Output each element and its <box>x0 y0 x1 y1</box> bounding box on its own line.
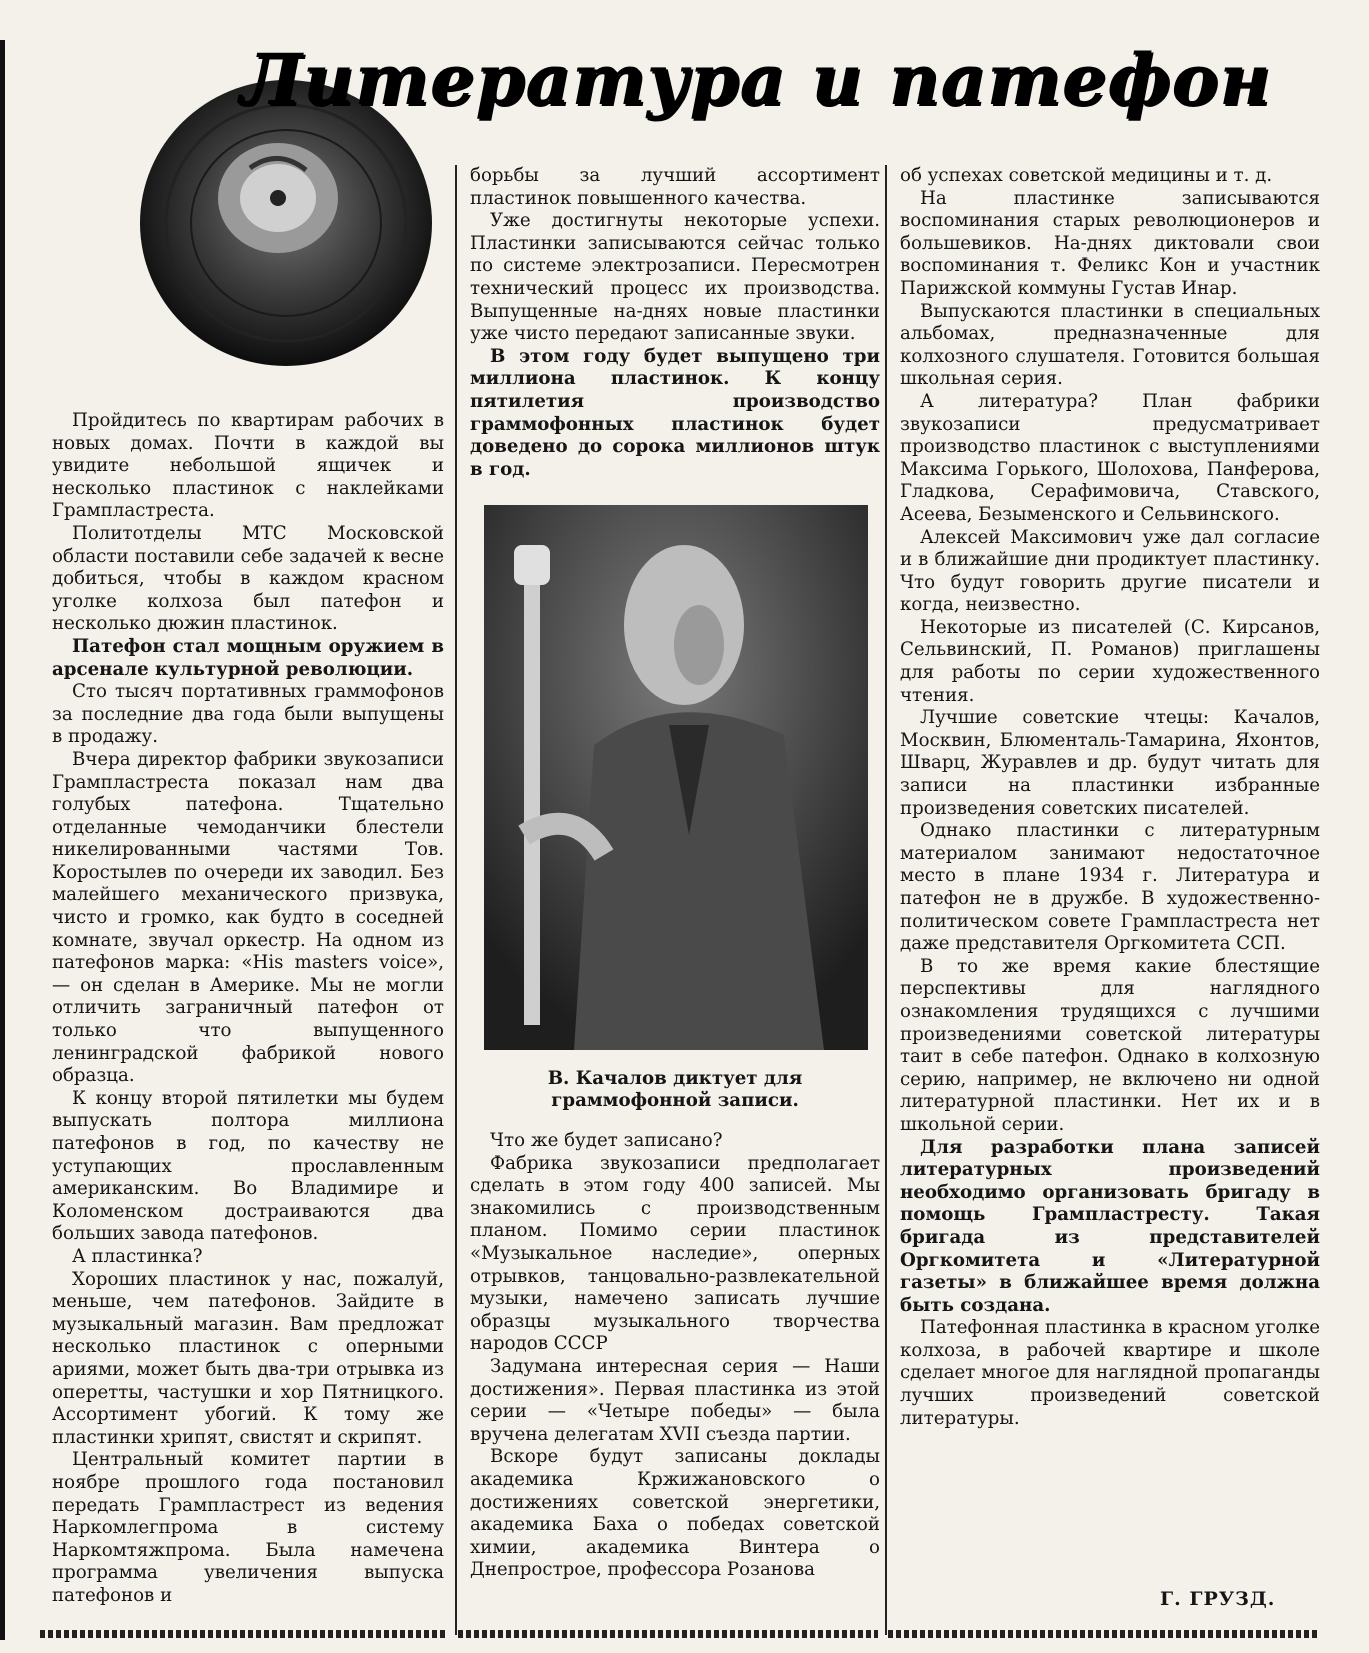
paragraph: Сто тысяч портативных граммофонов за последние два года были выпущены в продажу. <box>52 681 444 748</box>
paragraph: В то же время какие блестящие перспективы для наглядного ознакомления трудящихся с лучшими произведениями советской литературы таит в себе патефон. Однако в колхозную серию, например, не включено ни одной литературной пластинки. Нет их и в школьной серии. <box>900 955 1320 1135</box>
paragraph: К концу второй пятилетки мы будем выпускать полтора миллиона патефонов в год, по качеству не уступающих прославленным американским. Во Владимире и Коломенском достраиваются два больших завода патефонов. <box>52 1087 444 1245</box>
paragraph: Задумана интересная серия — Наши достижения». Первая пластинка из этой серии — «Четыре победы» — была вручена делегатам XVII съезда партии. <box>470 1355 880 1445</box>
bottom-dash-rule-2 <box>458 1630 878 1638</box>
paragraph: На пластинке записываются воспоминания старых революционеров и большевиков. На-днях диктовали свои воспоминания т. Феликс Кон и участник Парижской коммуны Густав Инар. <box>900 187 1320 299</box>
left-margin-rule <box>0 40 5 1640</box>
paragraph: В этом году будет выпущено три миллиона пластинок. К концу пятилетия производство граммофонных пластинок будет доведено до сорока миллионов штук в год. <box>470 345 880 480</box>
paragraph: А пластинка? <box>72 1245 203 1267</box>
paragraph: Лучшие советские чтецы: Качалов, Москвин, Блюменталь-Тамарина, Яхонтов, Шварц, Журавлев и др. будут читать для записи на пластинки избранные произведения советских писателей. <box>900 707 1320 819</box>
paragraph: Алексей Максимович уже дал согласие и в ближайшие дни продиктует пластинку. Что будут говорить другие писатели и когда, неизвестно. <box>900 526 1320 616</box>
paragraph: Пройдитесь по квартирам рабочих в новых домах. Почти в каждой вы увидите небольшой ящичек и несколько пластинок с наклейками Грампластреста. <box>52 410 444 522</box>
author-signature: Г. ГРУЗД. <box>1160 1588 1276 1610</box>
paragraph: Фабрика звукозаписи предполагает сделать в этом году 400 записей. Мы знакомились с производственным планом. Помимо серии пластинок «Музыкальное наследие», оперных отрывков, танцовально-развлекательной музыки, намечено записать лучшие образцы музыкального творчества народов СССР <box>470 1152 880 1355</box>
headline: Литература и патефон <box>240 38 1272 121</box>
paragraph: Однако пластинки с литературным материалом занимают недостаточное место в плане 1934 г. Литература и патефон не в дружбе. В художественно-политическом совете Грампластреста нет даже представителя Оргкомитета ССП. <box>900 820 1320 955</box>
paragraph: Вскоре будут записаны доклады академика Кржижановского о достижениях советской энергетики, академика Баха о победах советской химии, академика Винтера о Днепрострое, профессора Розанова <box>470 1446 880 1581</box>
article-column-2-top <box>470 165 880 481</box>
bottom-dash-rule-1 <box>40 1630 448 1638</box>
paragraph: Вчера директор фабрики звукозаписи Грампластреста показал нам два голубых патефона. Тщательно отделанные чемоданчики блестели никелированными частями Тов. Коростылев по очереди их заводил. Без малейшего механического призвука, чисто и громко, как будто в соседней комнате, звучал оркестр. На одном из патефонов марка: «His masters voice», — он сделан в Америке. Мы не могли отличить заграничный патефон от только что выпущенного ленинградской фабрикой нового образца. <box>52 748 444 1087</box>
bottom-dash-rule-3 <box>888 1630 1318 1638</box>
kachalov-photo <box>484 505 868 1050</box>
article-column-1 <box>52 410 444 1607</box>
paragraph: об успехах советской медицины и т. д. <box>900 165 1273 186</box>
paragraph: Патефон стал мощным оружием в арсенале культурной революции. <box>52 635 444 680</box>
paragraph: Патефонная пластинка в красном уголке колхоза, в рабочей квартире и школе сделает многое для наглядной пропаганды лучших произведений советской литературы. <box>900 1317 1320 1429</box>
paragraph: Уже достигнуты некоторые успехи. Пластинки записываются сейчас только по системе электрозаписи. Пересмотрен технический процесс их производства. Выпущенные на-днях новые пластинки уже чисто передают записанные звуки. <box>470 210 880 345</box>
column-rule-1 <box>455 165 457 1635</box>
article-column-3 <box>900 165 1320 1430</box>
paragraph: борьбы за лучший ассортимент пластинок повышенного качества. <box>470 165 880 209</box>
article-column-2-bottom <box>470 1130 880 1582</box>
paragraph: Для разработки плана записей литературных произведений необходимо организовать бригаду в помощь Грампластресту. Такая бригада из представителей Оргкомитета и «Литературной газеты» в ближайшее время должна быть создана. <box>900 1136 1320 1316</box>
paragraph: Что же будет записано? <box>490 1130 723 1151</box>
paragraph: Хороших пластинок у нас, пожалуй, меньше, чем патефонов. Зайдите в музыкальный магазин. Вам предложат несколько пластинок с оперными ариями, может быть два-три отрывка из оперетты, частушки и хор Пятницкого. Ассортимент убогий. К тому же пластинки хрипят, свистят и скрипят. <box>52 1268 444 1448</box>
paragraph: Некоторые из писателей (С. Кирсанов, Сельвинский, П. Романов) приглашены для работы по серии художественного чтения. <box>900 616 1320 706</box>
photo-caption: В. Качалов диктует для граммофонной записи. <box>547 1068 803 1111</box>
paragraph: Политотделы МТС Московской области поставили себе задачей к весне добиться, чтобы в каждом красном уголке колхоза был патефон и несколько дюжин пластинок. <box>52 522 444 635</box>
paragraph: Выпускаются пластинки в специальных альбомах, предназначенные для колхозного слушателя. Готовится большая школьная серия. <box>900 300 1320 390</box>
paragraph: А литература? План фабрики звукозаписи предусматривает производство пластинок с выступлениями Максима Горького, Шолохова, Панферова, Гладкова, Серафимовича, Ставского, Асеева, Безыменского и Сельвинского. <box>900 390 1320 525</box>
column-rule-2 <box>885 165 887 1635</box>
paragraph: Центральный комитет партии в ноябре прошлого года постановил передать Грампластрест из ведения Наркомлегпрома в систему Наркомтяжпрома. Была намечена программа увеличения выпуска патефонов и <box>52 1449 444 1606</box>
